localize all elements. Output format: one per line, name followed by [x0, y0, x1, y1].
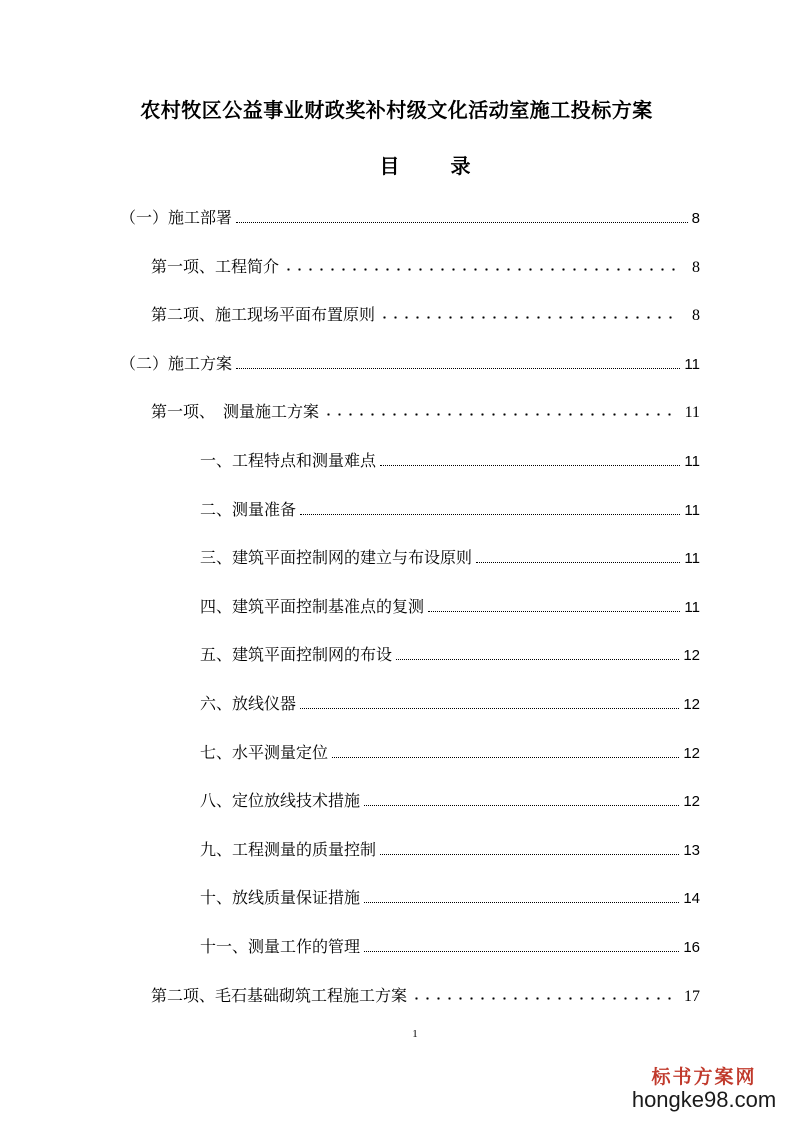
toc-entry[interactable] [200, 693, 700, 715]
toc-entry-label: 八、定位放线技术措施 [200, 791, 361, 810]
toc-entry-label: 第二项、毛石基础砌筑工程施工方案 [151, 986, 408, 1005]
toc-dot-leader [380, 840, 679, 855]
toc-entry-label: 第一项、 测量施工方案 [151, 402, 320, 421]
toc-entry-label: 九、工程测量的质量控制 [200, 840, 377, 859]
toc-entry[interactable] [200, 547, 700, 569]
watermark-logo [629, 1067, 779, 1112]
toc-entry[interactable] [200, 644, 700, 666]
toc-entry-label: 第一项、工程简介 [151, 257, 280, 276]
toc-entry[interactable] [151, 256, 700, 278]
toc-entry-page: 8 [692, 307, 700, 324]
toc-entry[interactable] [120, 353, 700, 375]
toc-entry-page: 12 [683, 745, 700, 762]
toc-entry[interactable] [200, 887, 700, 909]
toc-heading-text: 目 录 [379, 154, 493, 178]
toc-entry-label: （二）施工方案 [120, 354, 233, 373]
watermark-name: 标书方案网 [651, 1065, 757, 1088]
toc-entry-label: 一、工程特点和测量难点 [200, 451, 377, 470]
toc-dot-leader [236, 208, 688, 223]
toc-dot-leader [364, 937, 679, 952]
toc-entry[interactable] [151, 985, 700, 1007]
toc-entry-label: 六、放线仪器 [200, 694, 297, 713]
toc-dot-leader [379, 304, 680, 320]
toc-dot-leader [364, 791, 679, 806]
toc-entry[interactable] [120, 207, 700, 229]
toc-entry-label: 十、放线质量保证措施 [200, 888, 361, 907]
toc-dot-leader [411, 985, 672, 1001]
toc-entry-page: 8 [691, 210, 700, 227]
toc-entry-label: 十一、测量工作的管理 [200, 937, 361, 956]
toc-dot-leader [323, 401, 673, 417]
toc-entry[interactable] [200, 936, 700, 958]
toc-entry-label: 五、建筑平面控制网的布设 [200, 645, 393, 664]
toc-entry-page: 11 [684, 502, 700, 519]
toc-dot-leader [476, 548, 680, 563]
toc-dot-leader [364, 888, 679, 903]
toc-entry-page: 8 [692, 259, 700, 276]
toc-entry-page: 11 [684, 550, 700, 567]
toc-dot-leader [428, 597, 680, 612]
toc-dot-leader [332, 743, 679, 758]
toc-entry-page: 12 [683, 696, 700, 713]
toc-entry-label: 四、建筑平面控制基准点的复测 [200, 597, 425, 616]
toc-entry-label: （一）施工部署 [120, 208, 233, 227]
toc-entry-label: 第二项、施工现场平面布置原则 [151, 305, 376, 324]
toc-entry-page: 16 [683, 939, 700, 956]
toc-entry[interactable] [200, 742, 700, 764]
toc-entry-label: 七、水平测量定位 [200, 743, 329, 762]
toc-entry[interactable] [200, 790, 700, 812]
toc-entry-page: 14 [683, 890, 700, 907]
document-title: 农村牧区公益事业财政奖补村级文化活动室施工投标方案 [140, 98, 653, 122]
toc-entry[interactable] [151, 401, 700, 423]
toc-entry-page: 11 [684, 599, 700, 616]
toc-entry[interactable] [200, 596, 700, 618]
toc-entry-page: 17 [684, 988, 700, 1005]
toc-entry-page: 12 [683, 793, 700, 810]
page-number: 1 [412, 1028, 418, 1040]
toc-entry[interactable] [200, 450, 700, 472]
toc-dot-leader [380, 451, 680, 466]
toc-entry[interactable] [151, 304, 700, 326]
toc-entry-page: 12 [683, 647, 700, 664]
toc-dot-leader [300, 500, 680, 515]
toc-entry[interactable] [200, 499, 700, 521]
toc-entry[interactable] [200, 839, 700, 861]
toc-entry-page: 11 [684, 356, 700, 373]
toc-entry-page: 11 [684, 453, 700, 470]
watermark-url: hongke98.com [631, 1086, 777, 1112]
toc-dot-leader [236, 354, 680, 369]
toc-entry-page: 13 [683, 842, 700, 859]
toc-entry-label: 三、建筑平面控制网的建立与布设原则 [200, 548, 473, 567]
toc-dot-leader [396, 645, 679, 660]
toc-dot-leader [300, 694, 679, 709]
toc-entry-label: 二、测量准备 [200, 500, 297, 519]
toc-entry-page: 11 [684, 404, 700, 421]
toc-dot-leader [283, 256, 680, 272]
